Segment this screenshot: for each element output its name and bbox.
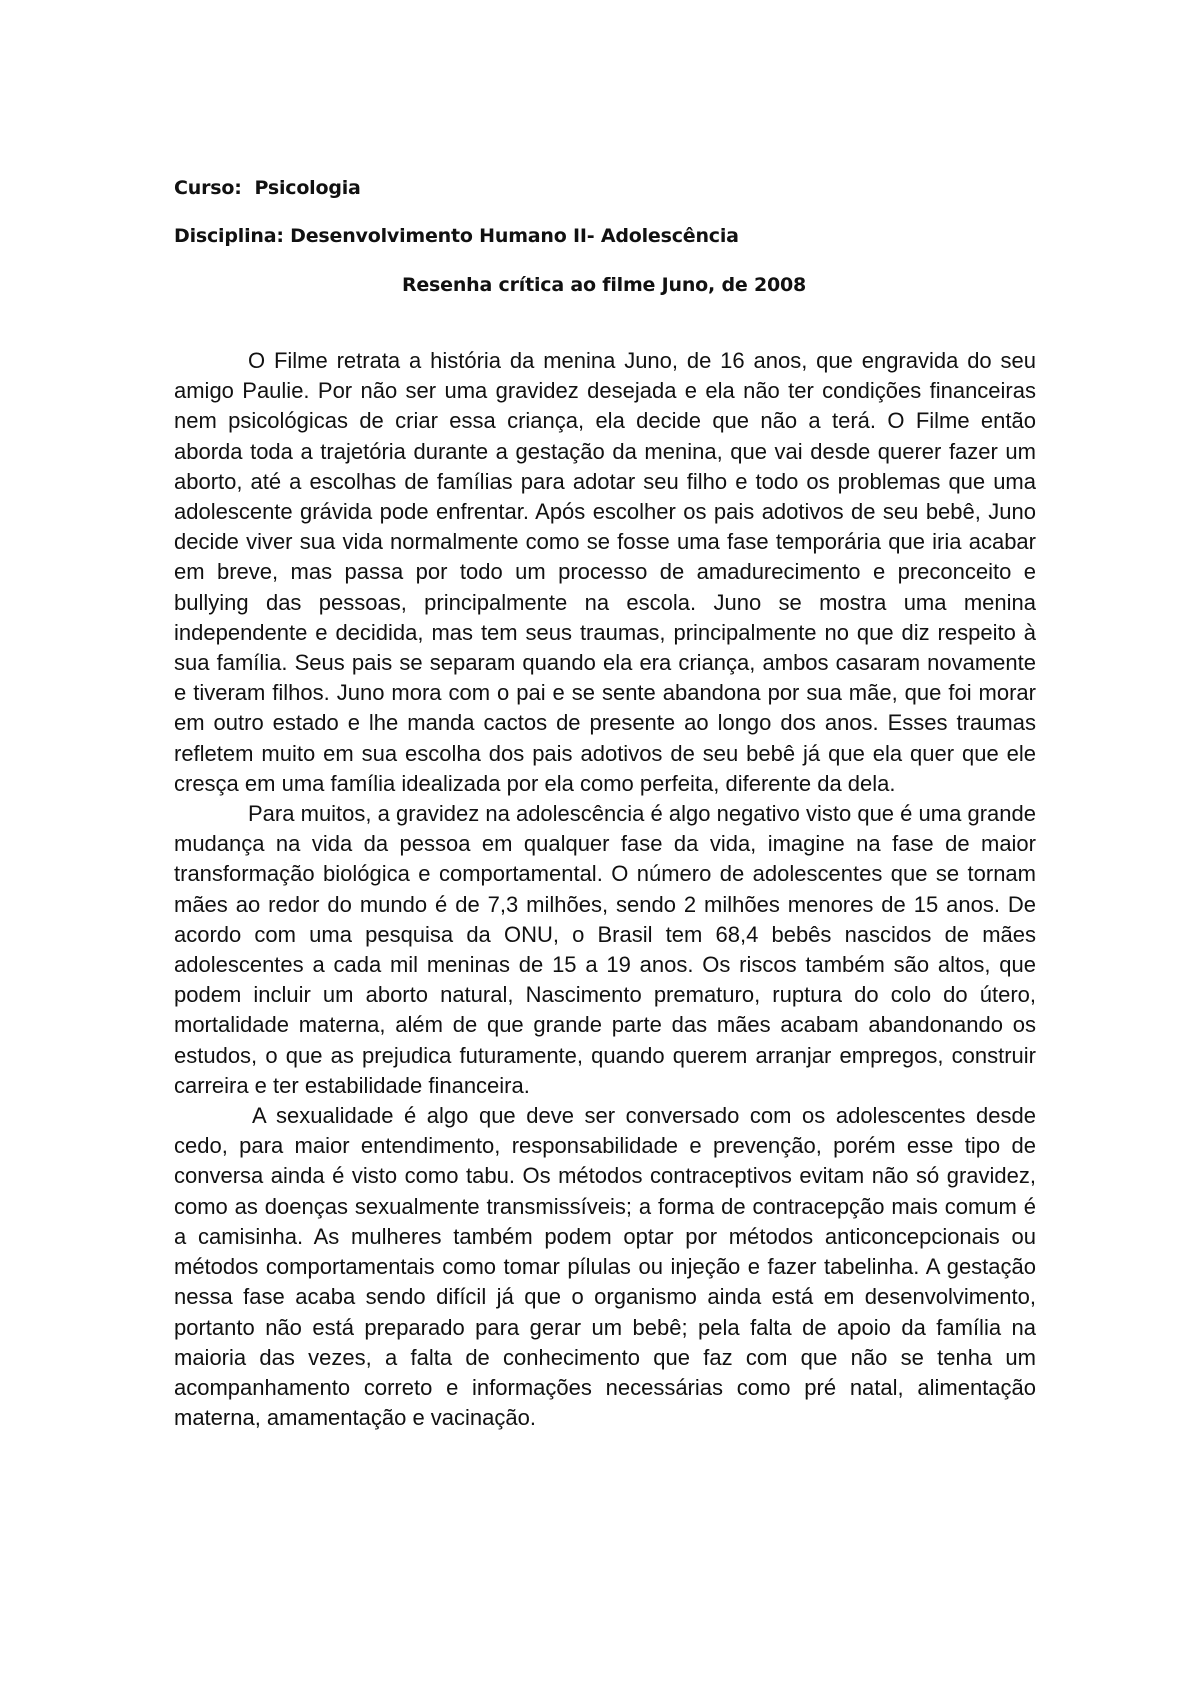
review-title: Resenha crítica ao filme Juno, de 2008 — [401, 274, 807, 296]
course-label: Curso: — [174, 177, 242, 199]
discipline-line — [174, 225, 739, 247]
discipline-value: Desenvolvimento Humano II- Adolescência — [290, 225, 739, 247]
review-body — [174, 346, 1036, 1433]
paragraph-3: A sexualidade é algo que deve ser conversado com os adolescentes desde cedo, para maior entendimento, responsabilidade e prevenção, porém esse tipo de conversa ainda é visto como tabu. Os métodos contraceptivos evitam não só gravidez, como as doenças sexualmente transmissíveis; a forma de contracepção mais comum é a camisinha. As mulheres também podem optar por métodos anticoncepcionais ou métodos comportamentais como tomar pílulas ou injeção e fazer tabelinha. A gestação nessa fase acaba sendo difícil já que o organismo ainda está em desenvolvimento, portanto não está preparado para gerar um bebê; pela falta de apoio da família na maioria das vezes, a falta de conhecimento que faz com que não se tenha um acompanhamento correto e informações necessárias como pré natal, alimentação materna, amamentação e vacinação. — [174, 1103, 1036, 1431]
course-value: Psicologia — [254, 177, 361, 199]
discipline-label: Disciplina: — [174, 225, 284, 247]
paragraph-1: O Filme retrata a história da menina Juno, de 16 anos, que engravida do seu amigo Paulie. Por não ser uma gravidez desejada e ela não ter condições financeiras nem psicológicas de criar essa criança, ela decide que não a terá. O Filme então aborda toda a trajetória durante a gestação da menina, que vai desde querer fazer um aborto, até a escolhas de famílias para adotar seu filho e todo os problemas que uma adolescente grávida pode enfrentar. Após escolher os pais adotivos de seu bebê, Juno decide viver sua vida normalmente como se fosse uma fase temporária que iria acabar em breve, mas passa por todo um processo de amadurecimento e preconceito e bullying das pessoas, principalmente na escola. Juno se mostra uma menina independente e decidida, mas tem seus traumas, principalmente no que diz respeito à sua família. Seus pais se separam quando ela era criança, ambos casaram novamente e tiveram filhos. Juno mora com o pai e se sente abandona por sua mãe, que foi morar em outro estado e lhe manda cactos de presente ao longo dos anos. Esses traumas refletem muito em sua escolha dos pais adotivos de seu bebê já que ela quer que ele cresça em uma família idealizada por ela como perfeita, diferente da dela. — [174, 348, 1036, 796]
paragraph-2: Para muitos, a gravidez na adolescência é algo negativo visto que é uma grande mudança na vida da pessoa em qualquer fase da vida, imagine na fase de maior transformação biológica e comportamental. O número de adolescentes que se tornam mães ao redor do mundo é de 7,3 milhões, sendo 2 milhões menores de 15 anos. De acordo com uma pesquisa da ONU, o Brasil tem 68,4 bebês nascidos de mães adolescentes a cada mil meninas de 15 a 19 anos. Os riscos também são altos, que podem incluir um aborto natural, Nascimento prematuro, ruptura do colo do útero, mortalidade materna, além de que grande parte das mães acabam abandonando os estudos, o que as prejudica futuramente, quando querem arranjar empregos, construir carreira e ter estabilidade financeira. — [174, 801, 1036, 1098]
course-line — [174, 177, 361, 199]
